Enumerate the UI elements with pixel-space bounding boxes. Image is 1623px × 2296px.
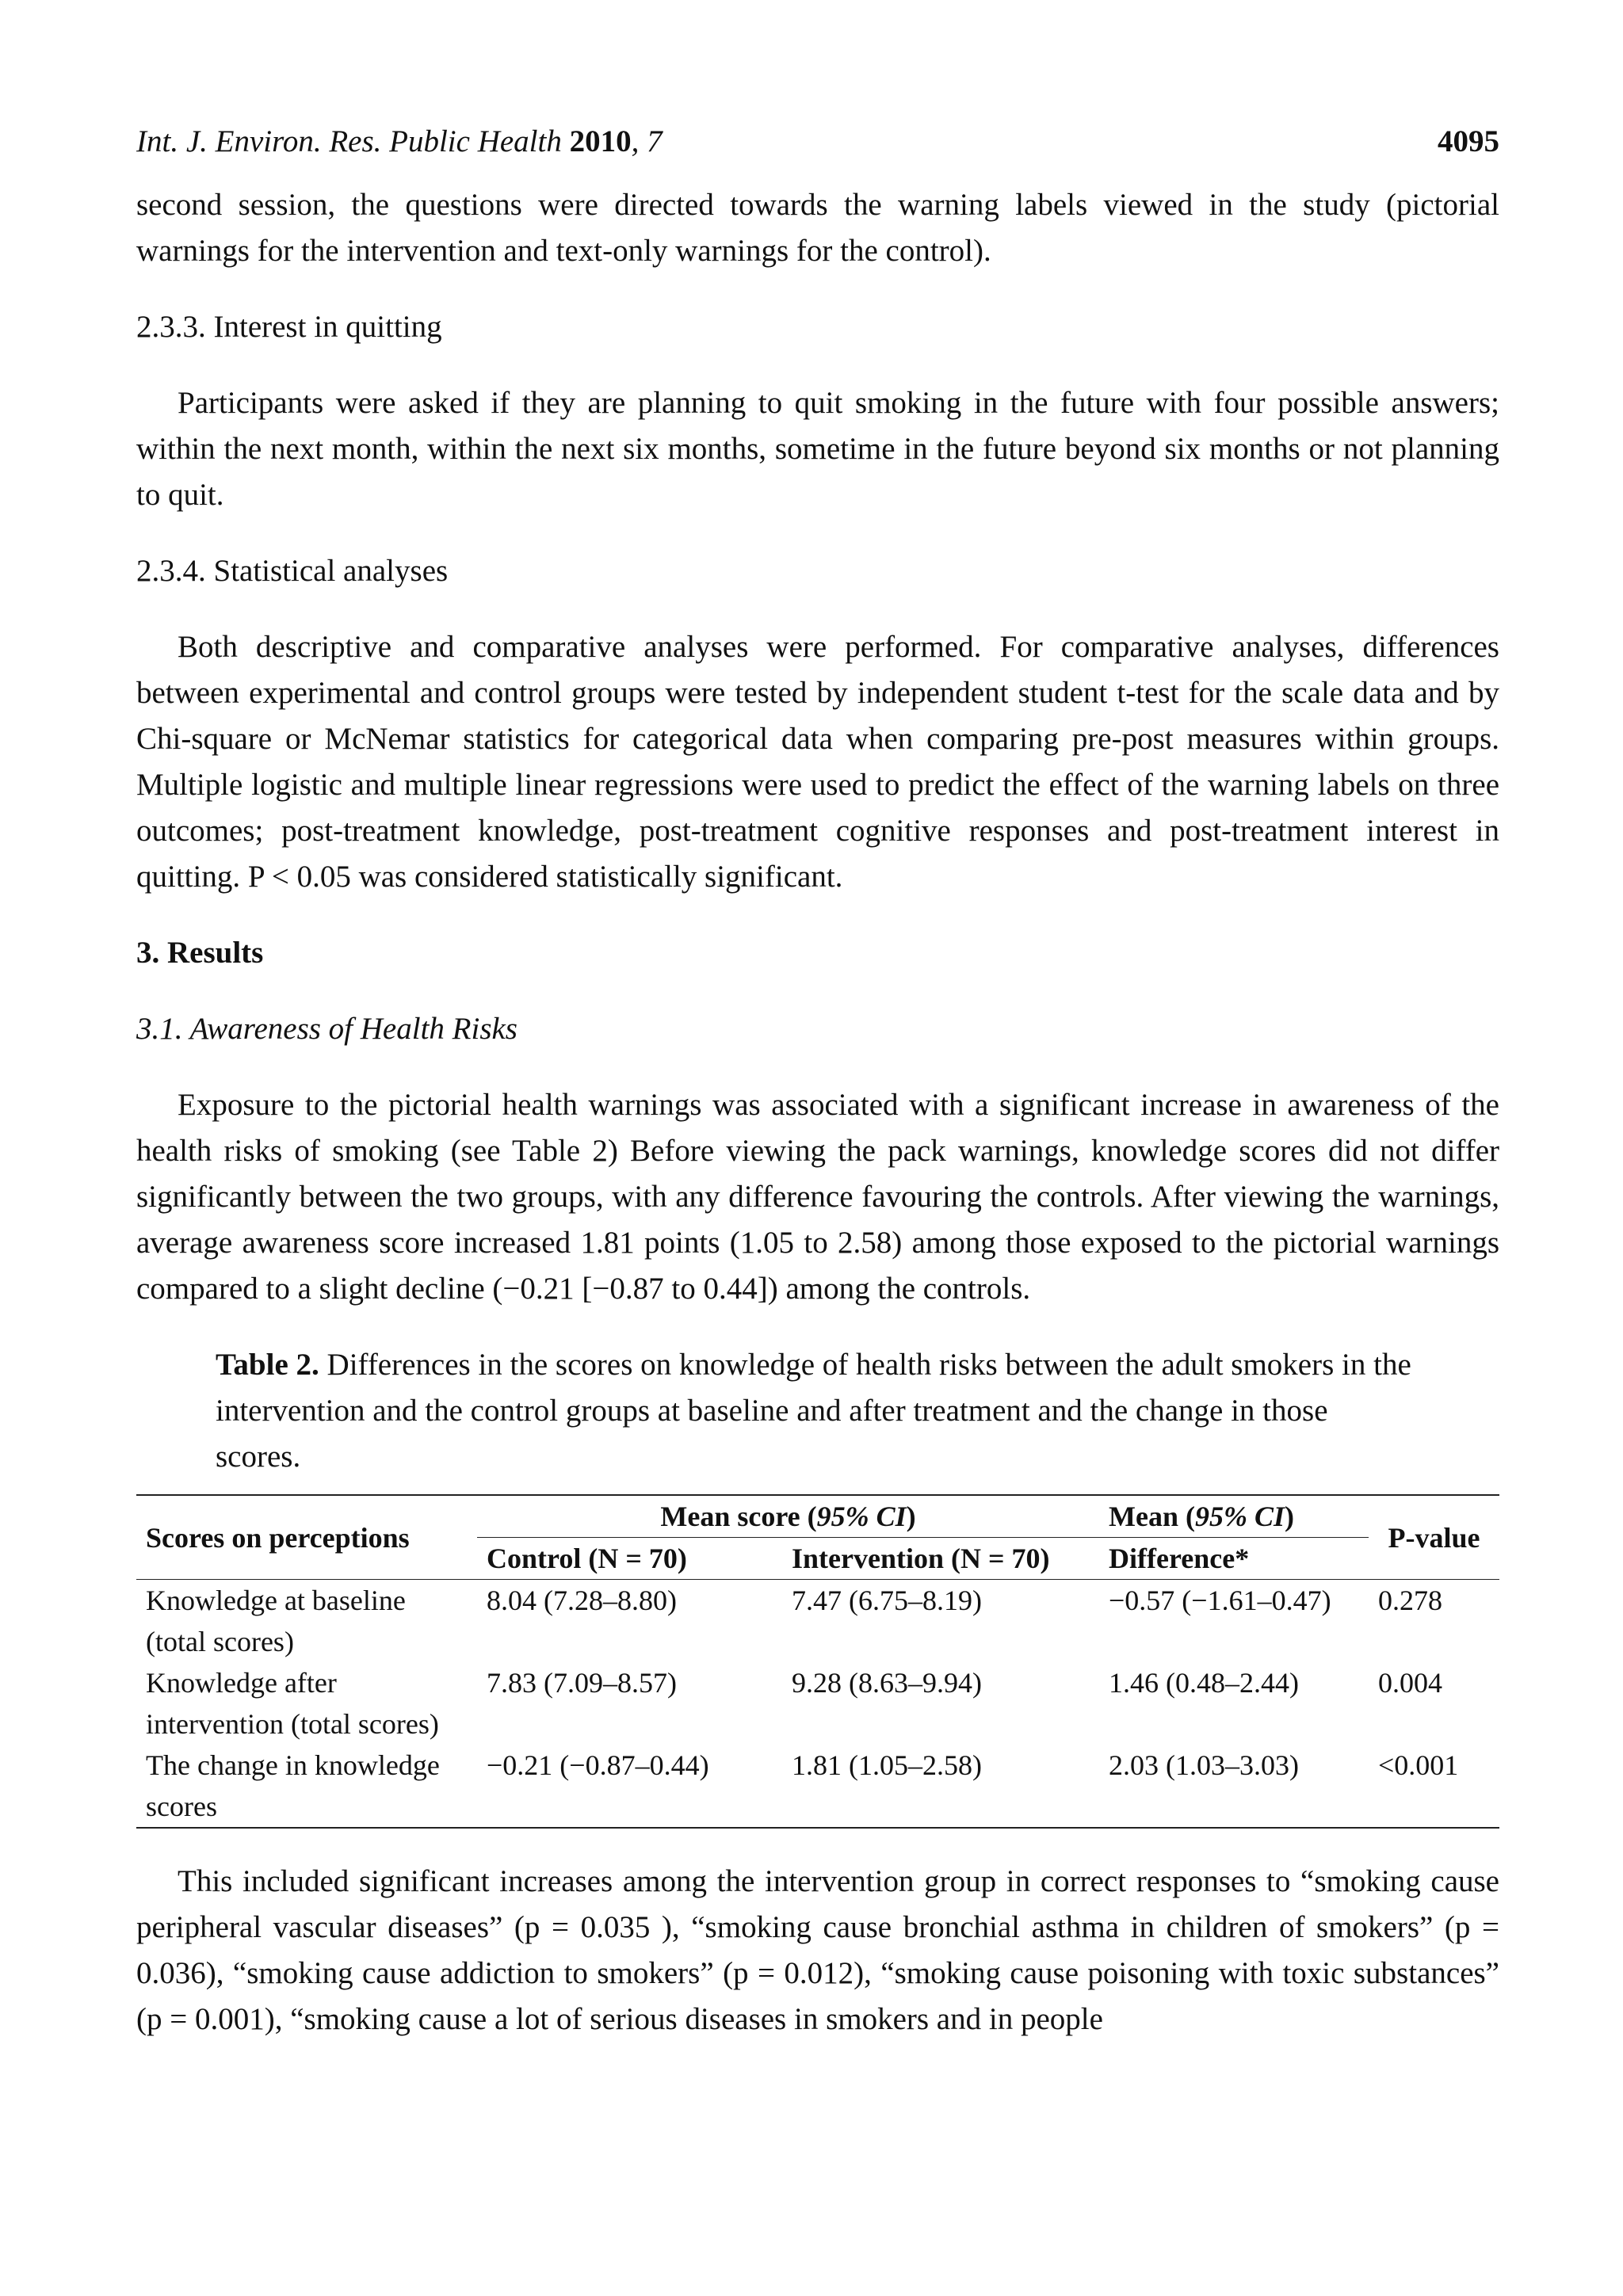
journal-volume: , 7: [631, 124, 663, 158]
section-heading-3-1: 3.1. Awareness of Health Risks: [136, 1012, 517, 1046]
paragraph-interest-quitting: Participants were asked if they are planning to quit smoking in the future with four possible answers; within the next month, within the next six months, sometime in the future beyond six months or not planning to quit.: [136, 386, 1499, 512]
header-difference: Difference*: [1099, 1538, 1369, 1580]
running-header: [136, 119, 1499, 165]
cell-pvalue: 0.004: [1378, 1667, 1442, 1699]
journal-citation: [136, 119, 663, 165]
header-p-value: P-value: [1369, 1495, 1499, 1580]
section-heading-2-3-3: 2.3.3. Interest in quitting: [136, 310, 442, 344]
cell-intervention: 7.47 (6.75–8.19): [792, 1585, 982, 1616]
journal-year: 2010: [569, 124, 632, 158]
cell-intervention: 9.28 (8.63–9.94): [792, 1667, 982, 1699]
cell-control: 7.83 (7.09–8.57): [487, 1667, 677, 1699]
header-mean-score: Mean score (95% CI): [477, 1495, 1099, 1538]
cell-control: −0.21 (−0.87–0.44): [477, 1745, 782, 1828]
cell-difference: 1.46 (0.48–2.44): [1109, 1667, 1299, 1699]
page-number: 4095: [1438, 124, 1499, 158]
cell-pvalue: 0.278: [1378, 1585, 1442, 1616]
row-label: The change in knowledge scores: [136, 1745, 477, 1828]
cell-intervention: 1.81 (1.05–2.58): [782, 1745, 1099, 1828]
header-mean-difference: Mean (95% CI): [1099, 1495, 1369, 1538]
section-heading-2-3-4: 2.3.4. Statistical analyses: [136, 554, 449, 588]
cell-difference: 2.03 (1.03–3.03): [1099, 1745, 1369, 1828]
paragraph-statistical-analyses: Both descriptive and comparative analyses were performed. For comparative analyses, differences between experimental and control groups were tested by independent student t-test for the scale data and by Chi-square or McNemar statistics for categorical data when comparing pre-post measures within groups. Multiple logistic and multiple linear regressions were used to predict the effect of the warning labels on three outcomes; post-treatment knowledge, post-treatment cognitive responses and post-treatment interest in quitting. P < 0.05 was considered statistically significant.: [136, 630, 1499, 894]
journal-name: Int. J. Environ. Res. Public Health: [136, 124, 562, 158]
cell-pvalue: <0.001: [1369, 1745, 1499, 1828]
table-2: [136, 1494, 1499, 1829]
cell-control: 8.04 (7.28–8.80): [487, 1585, 677, 1616]
header-control: Control (N = 70): [477, 1538, 782, 1580]
row-label: Knowledge at baseline (total scores): [146, 1585, 406, 1657]
paragraph-session: second session, the questions were directed towards the warning labels viewed in the study (pictorial warnings for the intervention and text-only warnings for the control).: [136, 188, 1499, 268]
section-heading-results: 3. Results: [136, 936, 264, 970]
table-caption-text: Differences in the scores on knowledge of health risks between the adult smokers in the intervention and the control groups at baseline and after treatment and the change in those scores.: [216, 1348, 1411, 1474]
header-scores-on-perceptions: Scores on perceptions: [136, 1495, 477, 1580]
cell-difference: −0.57 (−1.61–0.47): [1109, 1585, 1331, 1616]
row-label: Knowledge after intervention (total scores): [146, 1667, 439, 1740]
paragraph-awareness: Exposure to the pictorial health warnings was associated with a significant increase in awareness of the health risks of smoking (see Table 2) Before viewing the pack warnings, knowledge scores did not differ significantly between the two groups, with any difference favouring the controls. After viewing the warnings, average awareness score increased 1.81 points (1.05 to 2.58) among those exposed to the pictorial warnings compared to a slight decline (−0.21 [−0.87 to 0.44]) among the controls.: [136, 1088, 1499, 1306]
table-row: [136, 1745, 1499, 1828]
table-row: [136, 1662, 1499, 1745]
table-caption-label: Table 2.: [216, 1348, 319, 1382]
table-row: [136, 1580, 1499, 1663]
header-intervention: Intervention (N = 70): [782, 1538, 1099, 1580]
page: [136, 119, 1499, 2042]
paragraph-correct-responses: This included significant increases among the intervention group in correct responses to “smoking cause peripheral vascular diseases” (p = 0.035 ), “smoking cause bronchial asthma in children of smokers” (p = 0.036), “smoking cause addiction to smokers” (p = 0.012), “smoking cause poisoning with toxic substances” (p = 0.001), “smoking cause a lot of serious diseases in smokers and in people: [136, 1864, 1499, 2036]
table-caption: [216, 1342, 1420, 1480]
